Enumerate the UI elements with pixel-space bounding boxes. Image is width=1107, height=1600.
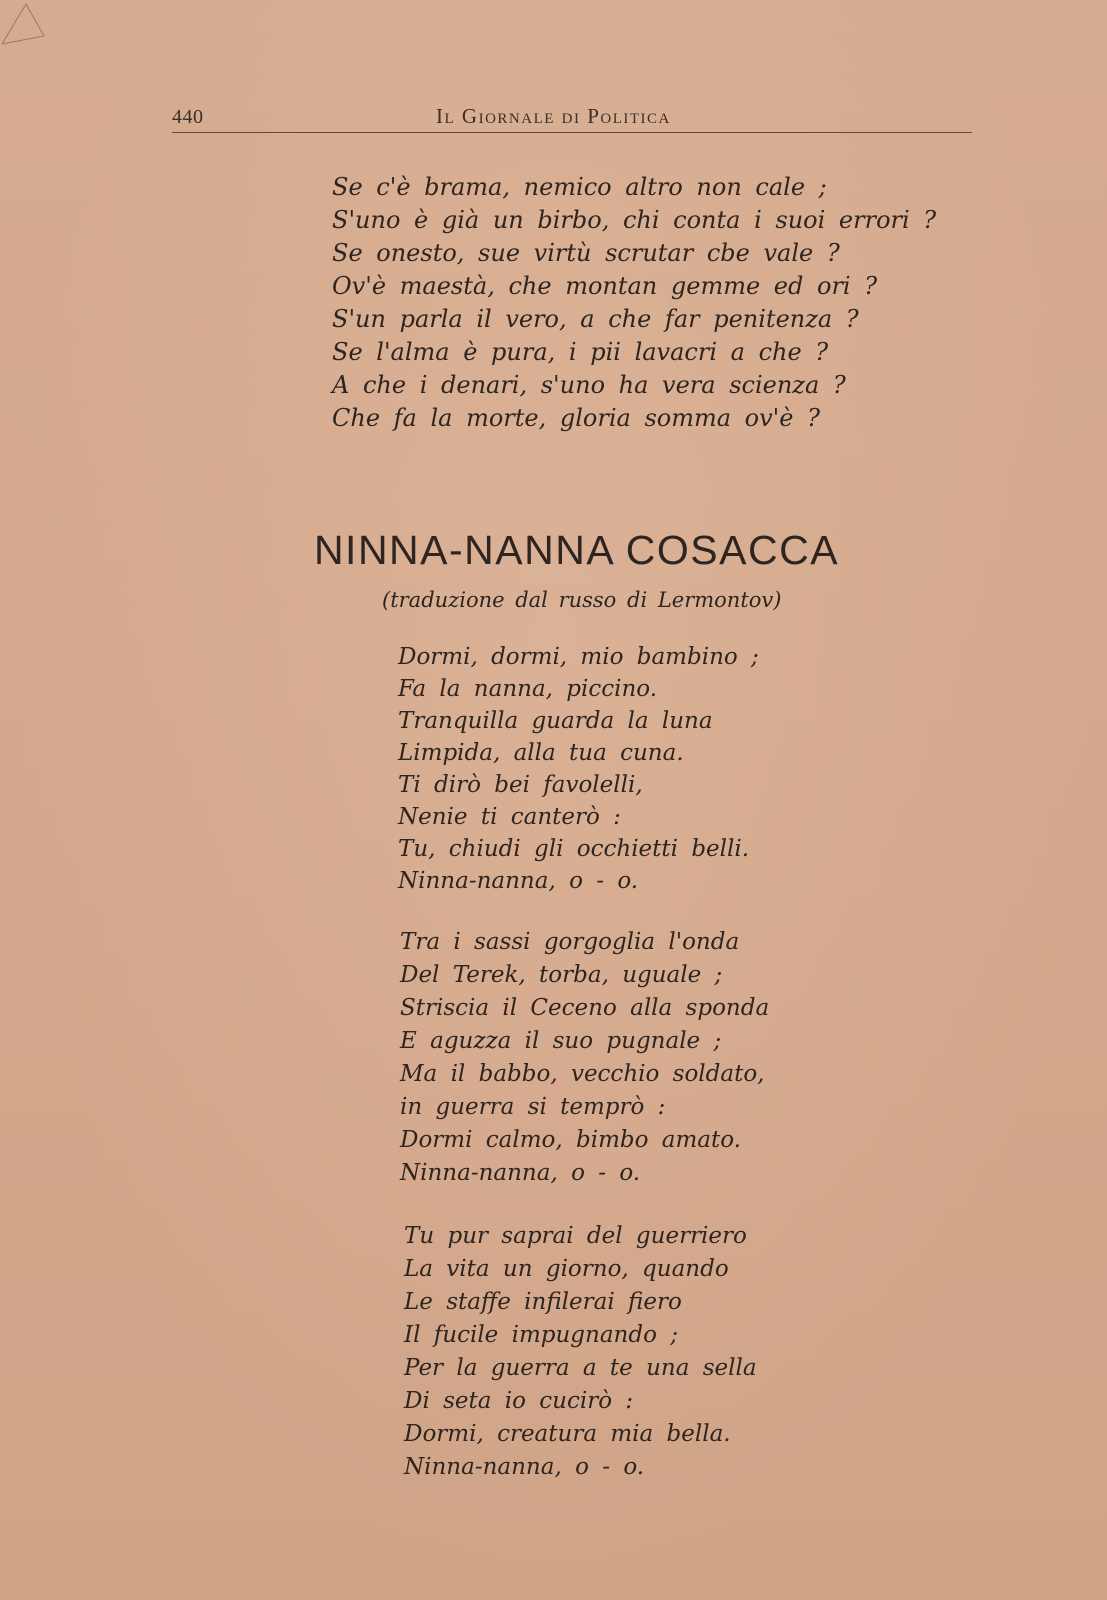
poem-line: Fa la nanna, piccino. <box>398 676 658 702</box>
poem-line: Il fucile impugnando ; <box>404 1322 678 1348</box>
poem-line: Se l'alma è pura, i pii lavacri a che ? <box>332 338 829 366</box>
poem-line: Se onesto, sue virtù scrutar cbe vale ? <box>332 239 840 267</box>
poem-line: Limpida, alla tua cuna. <box>398 740 684 766</box>
poem-line: Nenie ti canterò : <box>398 804 621 830</box>
poem-line: Ninna-nanna, o - o. <box>404 1454 645 1480</box>
poem-line: Se c'è brama, nemico altro non cale ; <box>332 173 827 201</box>
poem-line: S'un parla il vero, a che far penitenza ? <box>332 305 859 333</box>
poem-line: Tranquilla guarda la luna <box>398 708 713 734</box>
poem-line: Dormi, dormi, mio bambino ; <box>398 644 759 670</box>
poem-line: Dormi calmo, bimbo amato. <box>400 1127 741 1153</box>
poem-line: Ninna-nanna, o - o. <box>400 1160 641 1186</box>
poem-line: E aguzza il suo pugnale ; <box>400 1028 722 1054</box>
poem-line: Tu, chiudi gli occhietti belli. <box>398 836 750 862</box>
page-number: 440 <box>172 106 204 128</box>
poem-line: Ma il babbo, vecchio soldato, <box>400 1061 765 1087</box>
poem-line: Di seta io cucirò : <box>404 1388 634 1414</box>
poem-line: in guerra si temprò : <box>400 1094 666 1120</box>
poem-line: Che fa la morte, gloria somma ov'è ? <box>332 404 820 432</box>
poem-line: Tra i sassi gorgoglia l'onda <box>400 929 740 955</box>
poem-line: Ninna-nanna, o - o. <box>398 868 639 894</box>
running-head <box>172 100 972 136</box>
poem-line: La vita un giorno, quando <box>404 1256 729 1282</box>
poem-line: Striscia il Ceceno alla sponda <box>400 995 770 1021</box>
title-block <box>0 527 1107 574</box>
poem-line: A che i denari, s'uno ha vera scienza ? <box>332 371 846 399</box>
poem-line: Del Terek, torba, uguale ; <box>400 962 723 988</box>
header-rule <box>172 132 972 133</box>
poem-line: Ti dirò bei favolelli, <box>398 772 643 798</box>
corner-pencil-mark <box>0 0 50 50</box>
poem-line: Per la guerra a te una sella <box>404 1355 757 1381</box>
poem-subtitle: (traduzione dal russo di Lermontov) <box>382 588 782 612</box>
journal-title: Il Giornale di Politica <box>436 104 671 128</box>
poem-line: Dormi, creatura mia bella. <box>404 1421 731 1447</box>
poem-line: Le staffe infilerai fiero <box>404 1289 682 1315</box>
poem-line: S'uno è già un birbo, chi conta i suoi errori ? <box>332 206 937 234</box>
poem-line: Tu pur saprai del guerriero <box>404 1223 747 1249</box>
poem-line: Ov'è maestà, che montan gemme ed ori ? <box>332 272 878 300</box>
poem-title: NINNA-NANNA COSACCA <box>313 527 840 573</box>
